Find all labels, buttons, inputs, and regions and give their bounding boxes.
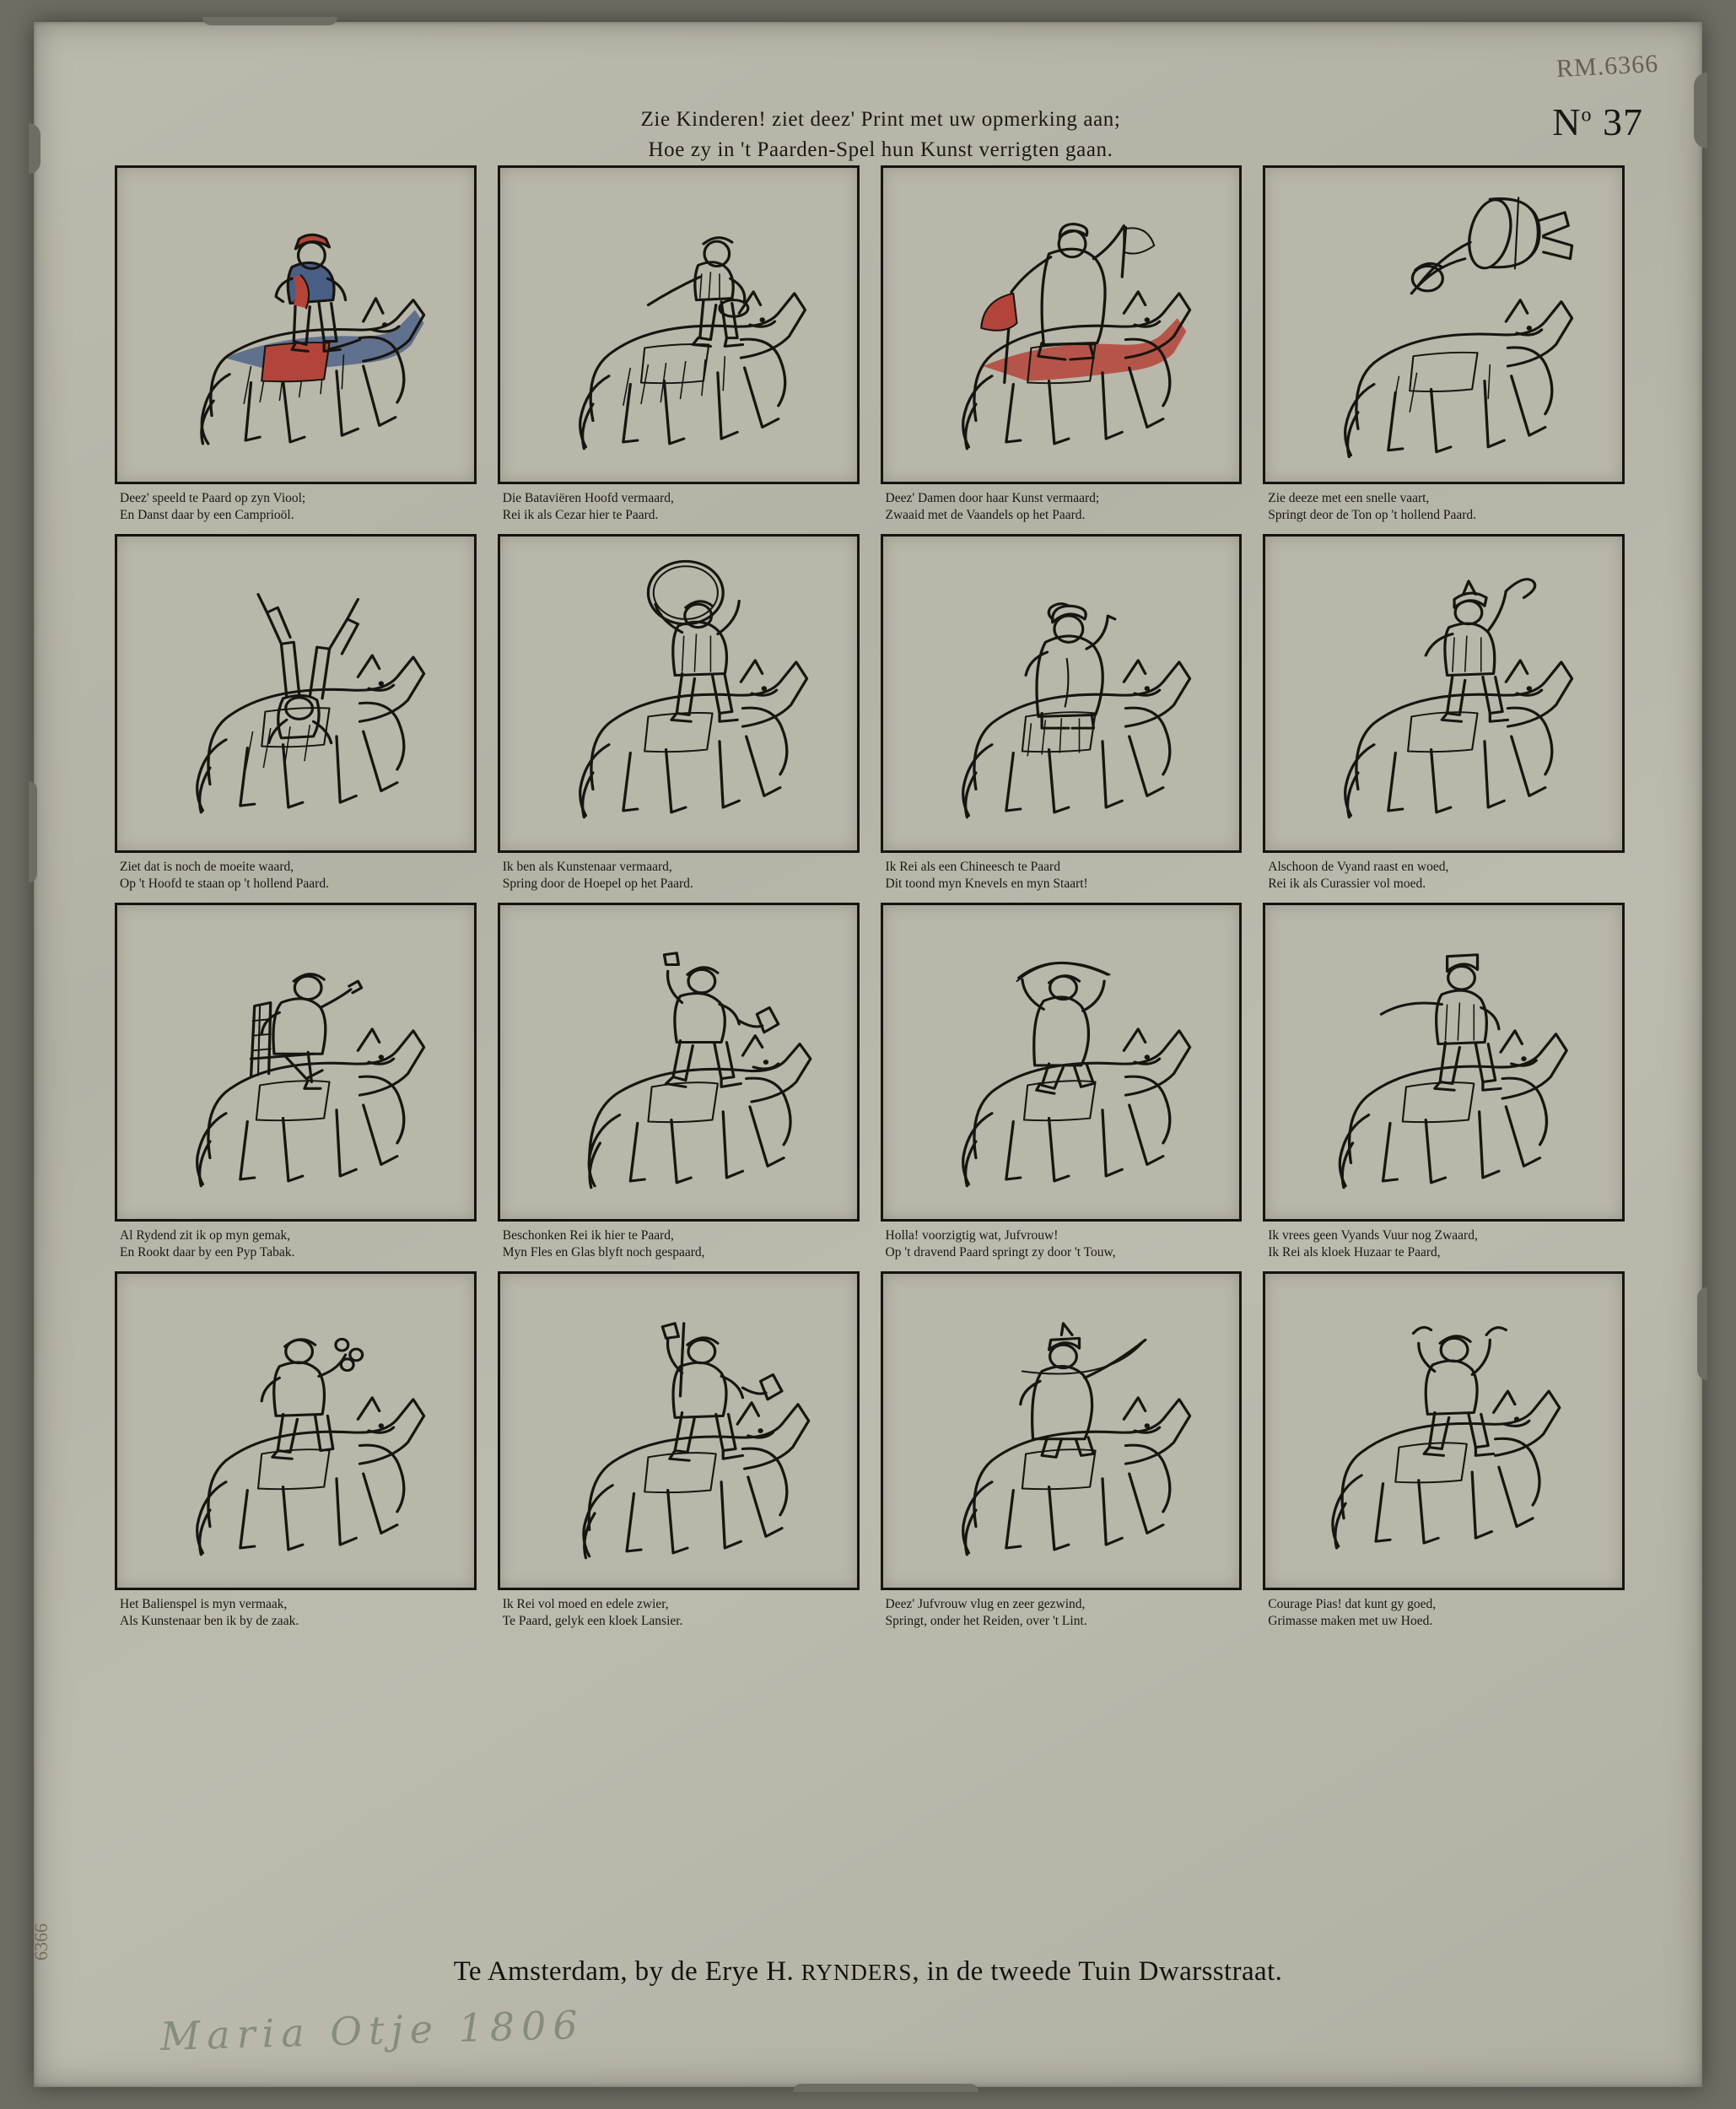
horse-rider-ribbon-jump-illustration xyxy=(883,1274,1240,1588)
scene-cell xyxy=(1263,165,1625,531)
print-number-sup: o xyxy=(1581,104,1593,127)
horse-rider-chair-pipe-illustration xyxy=(117,905,474,1219)
horse-rider-headstand-illustration xyxy=(117,537,474,850)
scene-cell xyxy=(1263,1271,1625,1637)
scene-caption xyxy=(1263,1227,1625,1268)
scene-6-frame xyxy=(498,534,860,853)
caption-line-2: Op 't dravend Paard springt zy door 't Touw, xyxy=(885,1245,1116,1260)
caption-line-1: Al Rydend zit ik op myn gemak, xyxy=(120,1228,291,1243)
caption-line-2: Rei ik als Cezar hier te Paard. xyxy=(502,508,659,523)
handwritten-inscription: Maria Otje 1806 xyxy=(159,2001,585,2060)
caption-line-2: En Danst daar by een Camprioöl. xyxy=(120,508,294,523)
caption-line-2: Rei ik als Curassier vol moed. xyxy=(1268,877,1426,892)
caption-line-1: Beschonken Rei ik hier te Paard, xyxy=(502,1228,674,1243)
scene-4-frame xyxy=(1263,165,1625,484)
scene-caption xyxy=(115,859,477,899)
horse-rider-juggler-illustration xyxy=(117,1274,474,1588)
caption-line-2: Grimasse maken met uw Hoed. xyxy=(1268,1614,1433,1629)
scene-cell xyxy=(115,165,477,531)
scene-5-frame xyxy=(115,534,477,853)
imprint xyxy=(34,1956,1702,1988)
horse-rider-chinese-illustration xyxy=(883,537,1240,850)
imprint-suffix: , in de tweede Tuin Dwarsstraat. xyxy=(912,1956,1283,1987)
scene-cell xyxy=(498,165,860,531)
print-number-value: 37 xyxy=(1603,100,1643,143)
scene-cell xyxy=(881,165,1243,531)
horse-rider-cuirassier-illustration xyxy=(1265,537,1622,850)
sheet-title xyxy=(34,105,1702,165)
scene-cell xyxy=(115,534,477,899)
scene-cell xyxy=(881,903,1243,1268)
scene-cell xyxy=(498,1271,860,1637)
caption-line-2: En Rookt daar by een Pyp Tabak. xyxy=(120,1245,295,1260)
scene-11-frame xyxy=(881,903,1243,1222)
scene-caption xyxy=(881,490,1243,531)
caption-line-2: Myn Fles en Glas blyft noch gespaard, xyxy=(502,1245,705,1260)
caption-line-2: Te Paard, gelyk een kloek Lansier. xyxy=(502,1614,683,1629)
scene-caption xyxy=(498,490,860,531)
caption-line-2: Zwaaid met de Vaandels op het Paard. xyxy=(885,508,1086,523)
scene-caption xyxy=(1263,859,1625,899)
scene-12-frame xyxy=(1263,903,1625,1222)
scene-13-frame xyxy=(115,1271,477,1590)
caption-line-1: Ik ben als Kunstenaar vermaard, xyxy=(502,860,672,874)
scene-caption xyxy=(115,1596,477,1637)
edge-nick xyxy=(29,781,37,882)
caption-line-2: Spring door de Hoepel op het Paard. xyxy=(502,877,693,892)
scene-9-frame xyxy=(115,903,477,1222)
caption-line-1: Het Balienspel is myn vermaak, xyxy=(120,1597,288,1611)
imprint-prefix: Te Amsterdam, by de Erye H. xyxy=(453,1956,801,1987)
scene-caption xyxy=(881,1596,1243,1637)
caption-line-2: Springt deor de Ton op 't hollend Paard. xyxy=(1268,508,1477,523)
scene-14-frame xyxy=(498,1271,860,1590)
caption-line-2: Springt, onder het Reiden, over 't Lint. xyxy=(885,1614,1087,1629)
caption-line-2: Als Kunstenaar ben ik by de zaak. xyxy=(120,1614,299,1629)
scene-caption xyxy=(498,1596,860,1637)
caption-line-1: Ik Rei vol moed en edele zwier, xyxy=(502,1597,669,1611)
horse-rider-bottle-glass-illustration xyxy=(500,905,857,1219)
horse-rider-roman-illustration xyxy=(500,168,857,482)
edge-nick xyxy=(202,17,337,25)
print-number-prefix: N xyxy=(1552,100,1582,143)
scene-8-frame xyxy=(1263,534,1625,853)
caption-line-1: Deez' speeld te Paard op zyn Viool; xyxy=(120,491,306,505)
scene-cell xyxy=(115,903,477,1268)
scene-16-frame xyxy=(1263,1271,1625,1590)
scene-cell xyxy=(498,903,860,1268)
horse-rider-hussar-illustration xyxy=(1265,905,1622,1219)
title-line-1: Zie Kinderen! ziet deez' Print met uw opmerking aan; xyxy=(640,108,1121,131)
caption-line-1: Ik Rei als een Chineesch te Paard xyxy=(885,860,1060,874)
scene-cell xyxy=(115,1271,477,1637)
scene-cell xyxy=(1263,903,1625,1268)
scene-cell xyxy=(1263,534,1625,899)
scene-caption xyxy=(881,859,1243,899)
scene-caption xyxy=(1263,490,1625,531)
scene-caption xyxy=(1263,1596,1625,1637)
horse-rider-through-barrel-illustration xyxy=(1265,168,1622,482)
print-sheet xyxy=(30,22,1702,2087)
horse-rider-flags-illustration xyxy=(883,168,1240,482)
caption-line-1: Holla! voorzigtig wat, Jufvrouw! xyxy=(885,1228,1059,1243)
caption-line-1: Deez' Jufvrouw vlug en zeer gezwind, xyxy=(885,1597,1086,1611)
scene-grid xyxy=(115,165,1625,1637)
catalog-number: RM.6366 xyxy=(1555,49,1659,84)
scene-caption xyxy=(115,1227,477,1268)
scene-cell xyxy=(498,534,860,899)
scene-3-frame xyxy=(881,165,1243,484)
imprint-publisher: RYNDERS xyxy=(801,1960,913,1985)
horse-rider-lancer-illustration xyxy=(500,1274,857,1588)
scene-cell xyxy=(881,534,1243,899)
caption-line-2: Dit toond myn Knevels en myn Staart! xyxy=(885,877,1088,892)
caption-line-1: Courage Pias! dat kunt gy goed, xyxy=(1268,1597,1437,1611)
scene-caption xyxy=(498,1227,860,1268)
caption-line-1: Ziet dat is noch de moeite waard, xyxy=(120,860,294,874)
caption-line-1: Zie deeze met een snelle vaart, xyxy=(1268,491,1430,505)
scene-10-frame xyxy=(498,903,860,1222)
caption-line-2: Op 't Hoofd te staan op 't hollend Paard. xyxy=(120,877,329,892)
caption-line-2: Ik Rei als kloek Huzaar te Paard, xyxy=(1268,1245,1441,1260)
scene-cell xyxy=(881,1271,1243,1637)
side-stamp: 6366 xyxy=(30,1923,51,1961)
horse-rider-clown-illustration xyxy=(1265,1274,1622,1588)
horse-rider-violin-illustration xyxy=(117,168,474,482)
caption-line-1: Die Bataviëren Hoofd vermaard, xyxy=(502,491,674,505)
scene-2-frame xyxy=(498,165,860,484)
title-line-2: Hoe zy in 't Paarden-Spel hun Kunst verrigten gaan. xyxy=(648,138,1113,161)
scene-1-frame xyxy=(115,165,477,484)
horse-rider-hoop-illustration xyxy=(500,537,857,850)
caption-line-1: Deez' Damen door haar Kunst vermaard; xyxy=(885,491,1100,505)
scene-7-frame xyxy=(881,534,1243,853)
scene-15-frame xyxy=(881,1271,1243,1590)
scene-caption xyxy=(881,1227,1243,1268)
caption-line-1: Alschoon de Vyand raast en woed, xyxy=(1268,860,1449,874)
scene-caption xyxy=(115,490,477,531)
caption-line-1: Ik vrees geen Vyands Vuur nog Zwaard, xyxy=(1268,1228,1478,1243)
scene-caption xyxy=(498,859,860,899)
horse-rider-jump-rope-illustration xyxy=(883,905,1240,1219)
edge-nick xyxy=(793,2084,979,2092)
edge-nick xyxy=(1697,1287,1707,1380)
